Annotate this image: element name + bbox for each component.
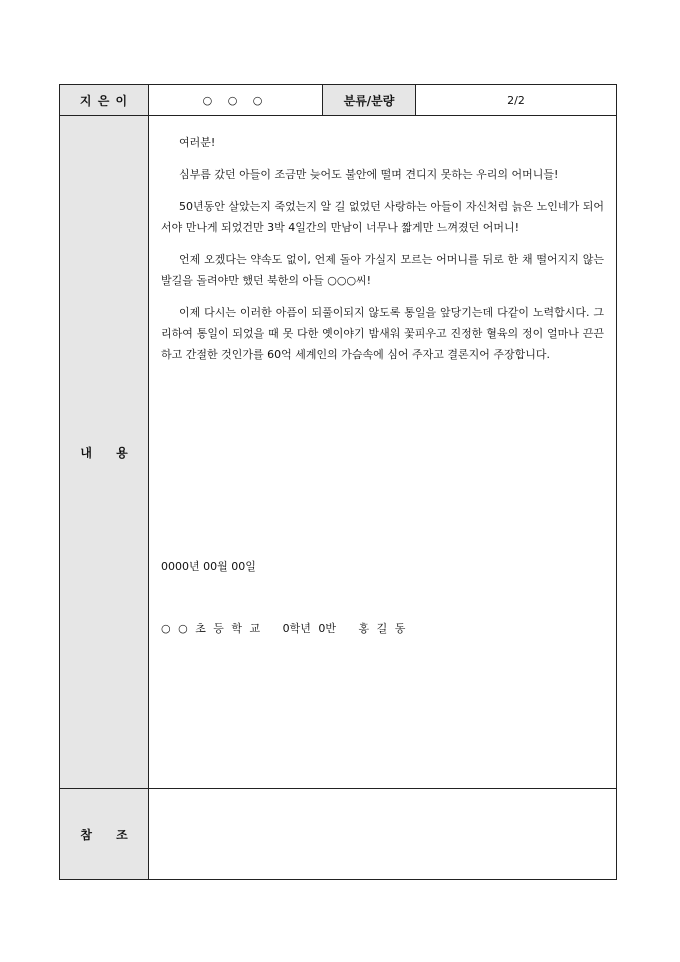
paragraph: 이제 다시는 이러한 아픔이 되풀이되지 않도록 통일을 앞당기는데 다같이 노력합시다. 그리하여 통일이 되었을 때 못 다한 옛이야기 밤새워 꽃피우고 진정한 혈육의 정이 얼마나 끈끈하고 간절한 것인가를 60억 세계인의 가슴속에 심어 주자고 결론지어 주장합니다.: [161, 306, 604, 361]
reference-label: 참 조: [60, 788, 149, 879]
school-signature: ○ ○ 초 등 학 교 0학년 0반 홍 길 동: [161, 622, 406, 635]
content-body: [149, 116, 616, 788]
author-value: ○ ○ ○: [149, 85, 323, 115]
essay-form: [59, 84, 617, 880]
paragraph: 여러분!: [179, 136, 216, 149]
paragraph: 50년동안 살았는지 죽었는지 알 길 없었던 사랑하는 아들이 자신처럼 늙은 노인네가 되어서야 만나게 되었건만 3박 4일간의 만남이 너무나 짧게만 느껴졌던 어머니!: [161, 200, 604, 234]
reference-value: [149, 788, 616, 879]
content-label: 내 용: [60, 116, 149, 788]
paragraph: 언제 오겠다는 약속도 없이, 언제 돌아 가실지 모르는 어머니를 뒤로 한 채 떨어지지 않는 발길을 돌려야만 했던 북한의 아들 ○○○씨!: [161, 253, 604, 287]
category-value: 2/2: [507, 93, 525, 107]
paragraph: 심부름 갔던 아들이 조금만 늦어도 불안에 떨며 견디지 못하는 우리의 어머니들!: [179, 168, 559, 181]
date-text: 0000년 00월 00일: [161, 560, 256, 573]
header-row: [60, 85, 616, 116]
category-label: 분류/분량: [323, 85, 416, 115]
author-label: 지 은 이: [60, 85, 149, 115]
